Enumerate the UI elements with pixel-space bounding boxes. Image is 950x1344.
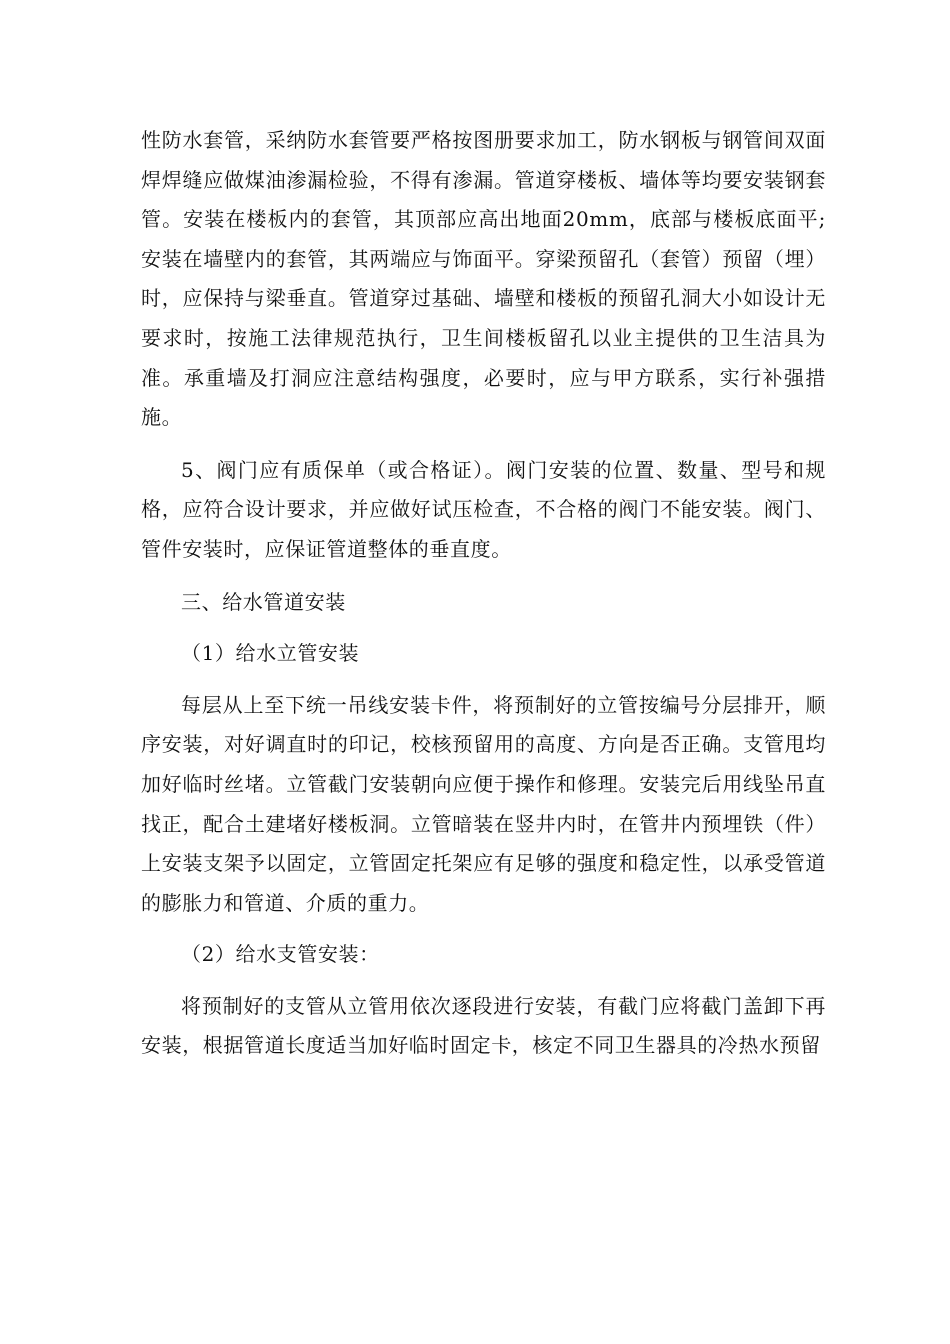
section-heading-water-supply: 三、给水管道安装 — [181, 589, 346, 614]
paragraph-gap — [141, 674, 826, 686]
paragraph-valve-requirements: 5、阀门应有质保单（或合格证）。阀门安装的位置、数量、型号和规格，应符合设计要求，并应做好试压检查，不合格的阀门不能安装。阀门、管件安装时，应保证管道整体的垂直度。 — [141, 457, 826, 561]
subheading-branch-installation: （2）给水支管安装： — [181, 942, 380, 967]
paragraph-branch-procedure: 将预制好的支管从立管用依次逐段进行安装，有截门应将截门盖卸下再安装，根据管道长度适当加好临时固定卡，核定不同卫生器具的冷热水预留 — [141, 993, 826, 1058]
document-body — [141, 121, 826, 1066]
paragraph-gap — [141, 622, 826, 634]
paragraph-gap — [141, 438, 826, 451]
paragraph-riser-procedure: 每层从上至下统一吊线安装卡件，将预制好的立管按编号分层排开，顺序安装，对好调直时的印记，校核预留用的高度、方向是否正确。支管甩均加好临时丝堵。立管截门安装朝向应便于操作和修理。安装完后用线坠吊直找正，配合土建堵好楼板洞。立管暗装在竖井内时，在管井内预埋铁（件）上安装支架予以固定，立管固定托架应有足够的强度和稳定性，以承受管道的膨胀力和管道、介质的重力。 — [141, 692, 826, 915]
subheading-riser-installation: （1）给水立管安装 — [181, 641, 360, 666]
paragraph-gap — [141, 975, 826, 987]
paragraph-gap — [141, 923, 826, 935]
paragraph-gap — [141, 570, 826, 583]
paragraph-casing-continuation: 性防水套管，采纳防水套管要严格按图册要求加工，防水钢板与钢管间双面焊焊缝应做煤油渗漏检验，不得有渗漏。管道穿楼板、墙体等均要安装钢套管。安装在楼板内的套管，其顶部应高出地面20mm，底部与楼板底面平;安装在墙壁内的套管，其两端应与饰面平。穿梁预留孔（套管）预留（埋）时，应保持与梁垂直。管道穿过基础、墙壁和楼板的预留孔洞大小如设计无要求时，按施工法律规范执行，卫生间楼板留孔以业主提供的卫生洁具为准。承重墙及打洞应注意结构强度，必要时，应与甲方联系，实行补强措施。 — [141, 128, 826, 430]
